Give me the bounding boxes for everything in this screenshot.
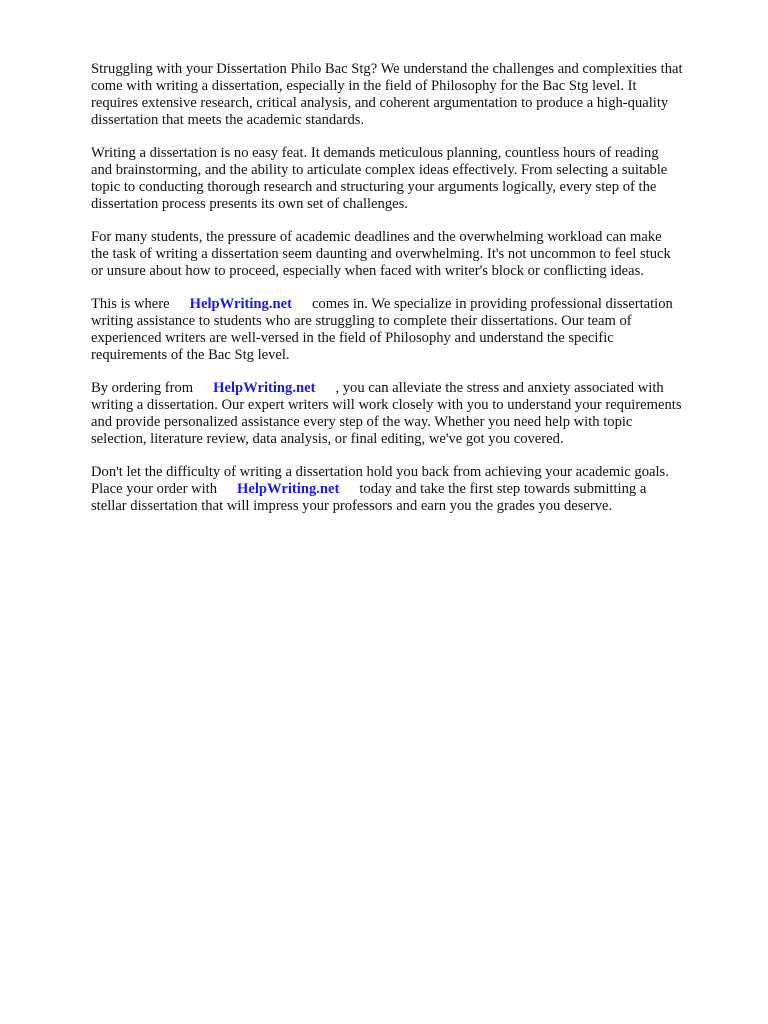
text-line: come with writing a dissertation, especially in the field of Philosophy for the Bac Stg level. It xyxy=(91,78,637,94)
text-line: Writing a dissertation is no easy feat. It demands meticulous planning, countless hours of reading xyxy=(91,145,659,161)
text-fragment: , you can alleviate the stress and anxiety associated with xyxy=(335,380,664,396)
text-fragment: By ordering from xyxy=(91,380,194,396)
text-line: writing assistance to students who are struggling to complete their dissertations. Our team of xyxy=(91,313,632,329)
text-line: dissertation process presents its own set of challenges. xyxy=(91,196,408,212)
text-fragment: This is where xyxy=(91,296,170,312)
text-line: requirements of the Bac Stg level. xyxy=(91,347,290,363)
text-line: Don't let the difficulty of writing a dissertation hold you back from achieving your academic goals. xyxy=(91,464,669,480)
text-line: requires extensive research, critical analysis, and coherent argumentation to produce a high-quality xyxy=(91,95,669,111)
text-line: topic to conducting thorough research and structuring your arguments logically, every step of the xyxy=(91,179,657,195)
helpwriting-link[interactable]: HelpWriting.net xyxy=(213,380,316,396)
text-line: Struggling with your Dissertation Philo Bac Stg? We understand the challenges and complexities that xyxy=(91,61,683,77)
text-fragment: comes in. We specialize in providing professional dissertation xyxy=(311,296,673,312)
helpwriting-link[interactable]: HelpWriting.net xyxy=(237,481,340,497)
text-line: stellar dissertation that will impress your professors and earn you the grades you deserve. xyxy=(91,498,613,514)
text-line xyxy=(91,380,731,397)
paragraph-difficulty xyxy=(91,145,731,213)
text-line: dissertation that meets the academic standards. xyxy=(91,112,365,128)
text-fragment: Place your order with xyxy=(91,481,218,497)
text-line: selection, literature review, data analysis, or final editing, we've got you covered. xyxy=(91,431,564,447)
text-line: and brainstorming, and the ability to articulate complex ideas effectively. From selecting a suitable xyxy=(91,162,668,178)
text-line: experienced writers are well-versed in the field of Philosophy and understand the specific xyxy=(91,330,614,346)
text-line: or unsure about how to proceed, especially when faced with writer's block or conflicting ideas. xyxy=(91,263,644,279)
text-line: For many students, the pressure of academic deadlines and the overwhelming workload can make xyxy=(91,229,662,245)
paragraph-service xyxy=(91,296,731,364)
text-line: writing a dissertation. Our expert writers will work closely with you to understand your requirements xyxy=(91,397,682,413)
text-fragment: today and take the first step towards submitting a xyxy=(359,481,647,497)
paragraph-call-to-action xyxy=(91,464,731,515)
paragraph-ordering xyxy=(91,380,731,448)
paragraph-intro xyxy=(91,61,731,129)
text-line: the task of writing a dissertation seem daunting and overwhelming. It's not uncommon to feel stuck xyxy=(91,246,671,262)
text-line: and provide personalized assistance every step of the way. Whether you need help with topic xyxy=(91,414,633,430)
text-line xyxy=(91,296,731,313)
text-line xyxy=(91,481,731,498)
helpwriting-link[interactable]: HelpWriting.net xyxy=(189,296,292,312)
paragraph-pressure xyxy=(91,229,731,280)
document-body xyxy=(91,61,731,531)
